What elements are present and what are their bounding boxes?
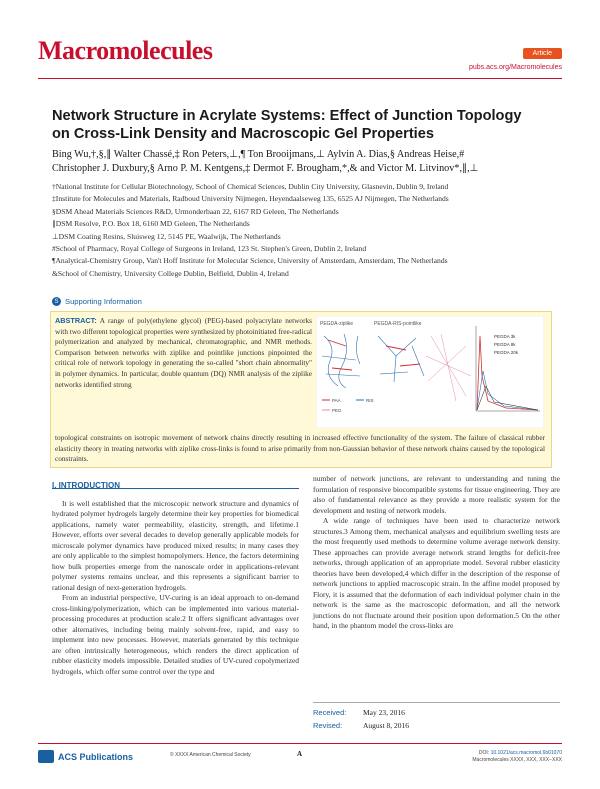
title-line: on Cross-Link Density and Macroscopic Gel Properties bbox=[52, 126, 434, 142]
plot-legend-2: PEGDA 8k bbox=[494, 342, 516, 347]
doi-block bbox=[472, 750, 562, 764]
abstract-narrow: A range of poly(ethylene glycol) (PEG)-based polyacrylate networks with two different topological properties were synthesized by photoinitiated free-radical polymerization and analyzed by mechanical, chromatographic, and NMR methods. Comparison between networks with ziplike and pointlike junctions pinpointed the critical role of network topology in generating the so-called "short chain abnormality" in polymer dynamics. In particular, double quantum (DQ) NMR analysis of the ziplike networks identified strong bbox=[55, 316, 312, 389]
revised-date: August 8, 2016 bbox=[363, 721, 410, 730]
paper-title bbox=[52, 107, 552, 143]
supporting-info-icon: S bbox=[52, 297, 61, 306]
paragraph: A wide range of techniques have been used to characterize network structures.3 Among them, mechanical analyses and equilibrium swelling tests are the most frequently used methods to determine volume average network density. These approaches can provide average network strand lengths for deficit-free networks, through application of an appropriate model. Several rubber elasticity theories have been developed,4 which differ in the description of the response of network junctions to applied macroscopic strain. In the affine model proposed by Flory, it is assumed that the deformation of each individual polymer chain in the network is the same as the macroscopic deformation, and all the network junctions do not fluctuate around their position upon deformation.5 On the other hand, in the phantom model the cross-links are bbox=[313, 516, 560, 630]
journal-title: Macromolecules bbox=[38, 36, 213, 65]
paragraph: number of network junctions, are relevant to understanding and tuning the formulation of responsive biocompatible systems for tissue engineering. They are also of fundamental relevance as they provide a more realistic system for the development and testing of network models. bbox=[313, 474, 560, 515]
received-label: Received: bbox=[313, 708, 347, 717]
toc-graphic bbox=[316, 316, 544, 428]
affiliation: ⊥DSM Coating Resins, Sluisweg 12, 5145 PE, Waalwijk, The Netherlands bbox=[52, 231, 281, 241]
journal-site-link[interactable]: pubs.acs.org/Macromolecules bbox=[469, 64, 562, 71]
publisher-name: ACS Publications bbox=[58, 751, 134, 762]
legend-paa: PAA bbox=[332, 398, 341, 403]
legend-ris: RIS bbox=[366, 398, 374, 403]
footer-divider bbox=[38, 743, 562, 744]
supporting-info-label: Supporting Information bbox=[65, 297, 142, 306]
article-type-badge: Article bbox=[523, 48, 562, 59]
affiliation: ¶Analytical-Chemistry Group, Van't Hoff Institute for Molecular Science, University of Amsterdam, Amsterdam, The Netherlands bbox=[52, 256, 448, 266]
title-line: Network Structure in Acrylate Systems: Effect of Junction Topology bbox=[52, 108, 522, 124]
citation: Macromolecules XXXX, XXX, XXX−XXX bbox=[472, 757, 562, 763]
toc-left-label: PEGDA-ziplike bbox=[320, 321, 354, 327]
abstract-continued: topological constraints on isotropic movement of network chains directly resulting in increased effective functionality of the system. The failure of classical rubber elasticity theory in treating networks with ziplike cross-links is found to arise primarily from non-Gaussian behavior of these network chains caused by the topological constraints. bbox=[55, 433, 545, 464]
acs-logo-icon bbox=[38, 750, 54, 763]
affiliation: &School of Chemistry, University College Dublin, Belfield, Dublin 4, Ireland bbox=[52, 268, 289, 278]
legend-peg: PEG bbox=[332, 408, 342, 413]
affiliation: ∥DSM Resolve, P.O. Box 18, 6160 MD Geleen, The Netherlands bbox=[52, 219, 250, 229]
doi-label: DOI: bbox=[478, 750, 490, 756]
affiliation: §DSM Ahead Materials Sciences R&D, Urmonderbaan 22, 6167 RD Geleen, The Netherlands bbox=[52, 206, 339, 216]
author-line: Bing Wu,†,§,∥ Walter Chassé,‡ Ron Peters,⊥,¶ Ton Brooijmans,⊥ Aylvin A. Dias,§ Andreas Heise,# bbox=[52, 149, 465, 160]
affiliation-list bbox=[52, 181, 572, 280]
publisher-logo bbox=[38, 750, 133, 763]
supporting-info-link[interactable] bbox=[52, 297, 142, 306]
abstract-label: ABSTRACT: bbox=[55, 316, 97, 325]
author-line: Christopher J. Duxbury,§ Arno P. M. Kentgens,‡ Dermot F. Brougham,*,& and Victor M. Litvinov*,∥,⊥ bbox=[52, 163, 479, 174]
copyright: © XXXX American Chemical Society bbox=[170, 752, 251, 758]
header-divider bbox=[38, 78, 562, 79]
affiliation: ‡Institute for Molecules and Materials, Radboud University Nijmegen, Heyendaalseweg 135, 6525 AJ Nijmegen, The Netherlands bbox=[52, 194, 449, 204]
doi-link[interactable]: 10.1021/acs.macromol.6b01070 bbox=[490, 750, 562, 756]
plot-legend-3: PEGDA 20k bbox=[494, 350, 519, 355]
section-heading: I. INTRODUCTION bbox=[52, 481, 120, 490]
plot-legend-1: PEGDA 3k bbox=[494, 334, 516, 339]
intro-column-1 bbox=[52, 481, 299, 677]
paragraph: From an industrial perspective, UV-curing is an ideal approach to on-demand cross-linking/polymerization, which can be implemented into various material-processing procedures at production scale.2 It offers significant advantages over other alternatives, including being mainly solvent-free, rapid, and easy to implement into new processes. However, materials generated by this technique are often intrinsically heterogeneous, which renders the direct application of rubber elasticity models impossible. Detailed studies of UV-cured copolymerized hydrogels, which offer some control over the type and bbox=[52, 593, 299, 676]
revised-label: Revised: bbox=[313, 721, 343, 730]
intro-column-2 bbox=[313, 474, 560, 632]
page-number: A bbox=[297, 750, 303, 758]
publication-dates bbox=[313, 702, 560, 732]
received-date: May 23, 2016 bbox=[363, 708, 405, 717]
affiliation: †National Institute for Cellular Biotechnology, School of Chemical Sciences, Dublin City University, Glasnevin, Dublin 9, Ireland bbox=[52, 182, 449, 191]
affiliation: #School of Pharmacy, Royal College of Surgeons in Ireland, 123 St. Stephen's Green, Dublin 2, Ireland bbox=[52, 244, 367, 254]
paragraph: It is well established that the microscopic network structure and dynamics of hydrated polymer hydrogels largely determine their key properties for biomedical applications, namely water permeability, elasticity, strength, and lifetime.1 However, efforts over several decades to develop generally applicable models for microscale polymer dynamics have produced mixed results; in many cases they are only applicable to the simplest homopolymers. Hence, the factors determining how bulk properties emerge from the nanoscale order in applications-relevant polymer systems remains unclear, and this represents a significant barrier to rational design of next-generation hydrogels. bbox=[52, 498, 299, 592]
author-list bbox=[52, 148, 562, 176]
section-rule bbox=[52, 488, 299, 489]
abstract-text bbox=[55, 316, 312, 390]
toc-right-label: PEGDA-RIS-pointlike bbox=[374, 321, 422, 327]
